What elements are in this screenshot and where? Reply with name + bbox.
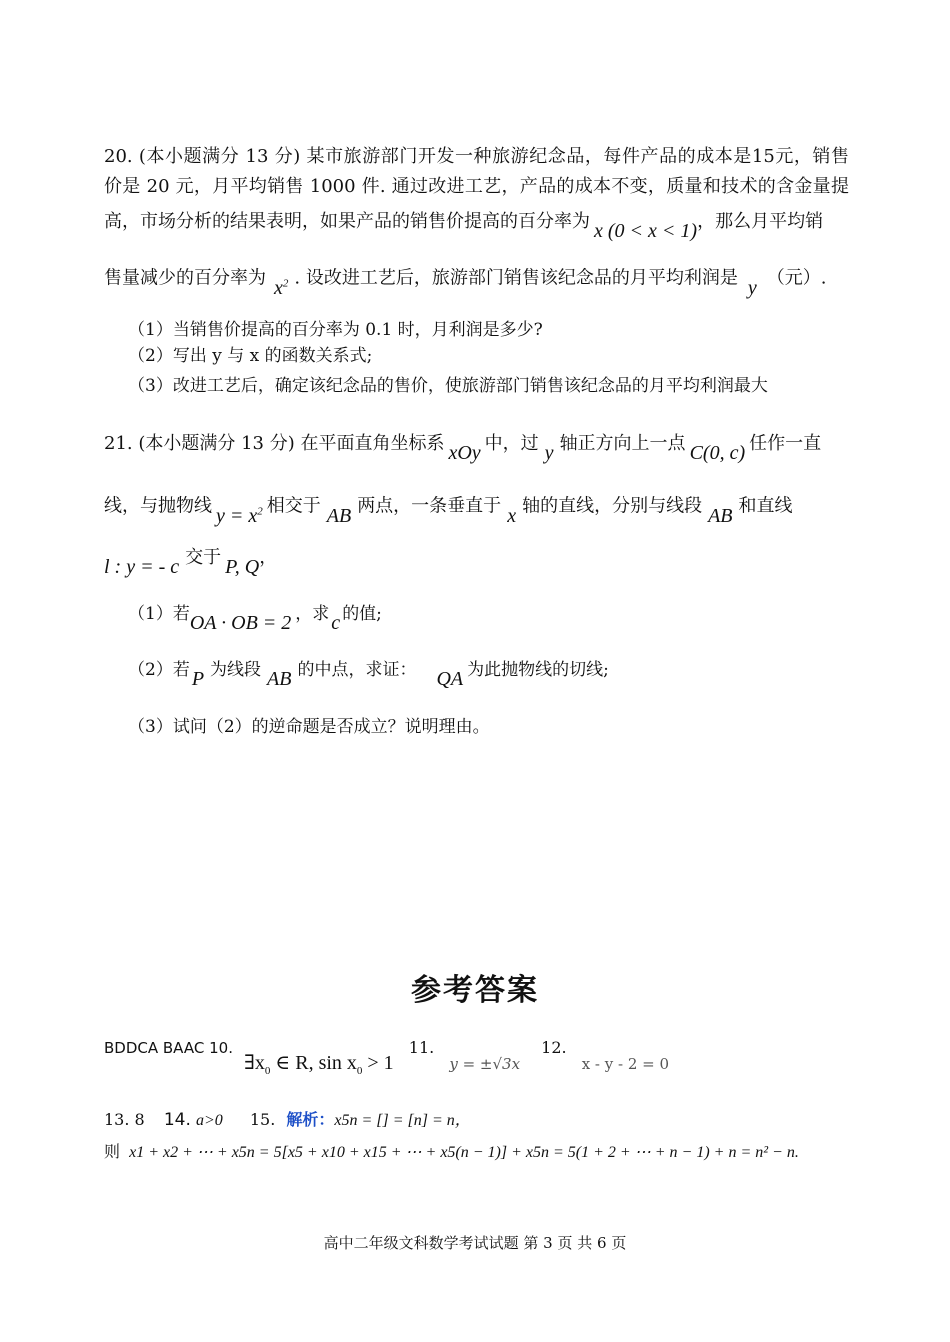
q21-p2-p: P — [191, 668, 205, 690]
q21-l2-a: 线，与抛物线 — [104, 495, 212, 517]
q21-l3-b: ， — [259, 547, 278, 568]
q20-line-3-tail: ，那么月平均销 — [697, 211, 824, 232]
q21-parabola-eq — [216, 505, 263, 527]
q21-p2-ab: AB — [267, 668, 292, 690]
page-footer: 高中二年级文科数学考试试题 第 3 页 共 6 页 — [323, 1234, 627, 1252]
answer-10-b: ∈ R, sin x — [270, 1052, 357, 1074]
q20-line-3-text: 高，市场分析的结果表明，如果产品的销售价提高的百分率为 — [104, 211, 590, 232]
answer-14-value: a>0 — [195, 1112, 223, 1129]
q21-y-axis: y — [544, 442, 554, 464]
answers-row-1 — [104, 1034, 670, 1077]
q21-p2-qa: QA — [436, 668, 464, 690]
q21-l2-e: 和直线 — [738, 495, 793, 517]
q21-l1-c: 轴正方向上一点 — [559, 433, 686, 454]
answer-11-value: y = ±√3x — [449, 1055, 521, 1073]
q20-line-1: 20. (本小题满分 13 分) 某市旅游部门开发一种旅游纪念品，每件产品的成本是15元，销售 — [104, 146, 849, 167]
q21-line-3 — [104, 546, 849, 578]
q21-ab-2: AB — [708, 504, 733, 527]
answer-14-label: 14. — [163, 1110, 191, 1130]
answer-10-a: ∃x — [244, 1052, 265, 1074]
q20-part-3: （3）改进工艺后，确定该纪念品的售价，使旅游部门销售该纪念品的月平均利润最大 — [128, 376, 768, 396]
q21-p2-c: 的中点，求证： — [297, 660, 417, 680]
q21-p1-b: ，求 — [295, 604, 330, 624]
q20-line-4-c: （元）. — [766, 267, 827, 289]
answer-15-label: 15. — [249, 1110, 276, 1129]
q20-line-3 — [104, 210, 849, 242]
q21-l2-d: 轴的直线，分别与线段 — [522, 495, 703, 517]
answers-row-2 — [104, 1107, 471, 1130]
q21-xoy: xOy — [448, 442, 481, 464]
q21-part-3: （3）试问（2）的逆命题是否成立？说明理由。 — [128, 717, 490, 737]
q21-l1-a: 21. (本小题满分 13 分) 在平面直角坐标系 — [104, 433, 445, 454]
q21-l1-b: 中，过 — [484, 433, 539, 454]
q21-part-2 — [128, 658, 609, 690]
q21-parabola-base: y = x — [216, 504, 258, 527]
q21-p2-b: 为线段 — [210, 660, 262, 680]
answer-10-c: > 1 — [362, 1052, 394, 1074]
q21-x-axis: x — [507, 504, 517, 527]
answer-12-label: 12. — [541, 1038, 567, 1057]
q21-line-l: l : y = - c — [104, 556, 180, 578]
answers-row-3 — [104, 1139, 799, 1162]
q21-p1-eq-text: OA · OB = 2 — [189, 612, 292, 634]
q20-part-1: （1）当销售价提高的百分率为 0.1 时，月利润是多少? — [128, 320, 543, 340]
q20-y-var: y — [747, 276, 757, 299]
q20-line-4-b: . 设改进工艺后，旅游部门销售该纪念品的月平均利润是 — [294, 267, 738, 289]
q21-parabola-exp: 2 — [257, 505, 263, 517]
answer-10 — [244, 1052, 394, 1077]
q21-line-1 — [104, 432, 849, 464]
q21-l1-d: 任作一直 — [749, 433, 822, 454]
answer-15-analysis-label: 解析： — [286, 1110, 335, 1129]
answer-13: 13. 8 — [104, 1110, 145, 1129]
q21-ab-1: AB — [326, 504, 352, 527]
q21-l2-b: 相交于 — [266, 495, 321, 517]
q20-part-2: （2）写出 y 与 x 的函数关系式; — [128, 346, 373, 366]
q20-line-2: 价是 20 元，月平均销售 1000 件. 通过改进工艺，产品的成本不变，质量和技术的含金量提 — [104, 176, 849, 197]
q21-l2-c: 两点，一条垂直于 — [357, 495, 502, 517]
q21-p1-d: 的值; — [342, 604, 382, 624]
q20-line-4 — [104, 262, 849, 299]
q21-part-1 — [128, 602, 382, 634]
q20-line-4-math — [274, 277, 288, 299]
q20-x-var: x — [274, 276, 283, 299]
q21-pq: P, Q — [225, 556, 260, 578]
q21-p1-c: c — [331, 612, 341, 634]
answer-10-sub2: 0 — [356, 1065, 363, 1077]
q21-p2-d: 为此抛物线的切线; — [467, 660, 609, 680]
answer-12-value: x - y - 2 = 0 — [581, 1055, 670, 1073]
q20-line-4-a: 售量减少的百分率为 — [104, 267, 266, 289]
q21-point-c: C(0, c) — [689, 442, 746, 464]
q20-line-3-math: x (0 < x < 1) — [594, 220, 698, 242]
q21-l3-a: 交于 — [185, 547, 222, 568]
answer-10-sub1: 0 — [264, 1065, 271, 1077]
q21-p2-a: （2）若 — [128, 660, 190, 680]
q20-x-exponent: 2 — [282, 277, 289, 289]
answer-15-sum: x1 + x2 + ⋯ + x5n = 5[x5 + x10 + x15 + ⋯ + x5(n − 1)] + x5n = 5(1 + 2 + ⋯ + n − 1) + n = n² − n. — [129, 1144, 799, 1161]
answers-mc: BDDCA BAAC 10. — [104, 1039, 233, 1057]
answer-15-eq: x5n = [] = [n] = n， — [334, 1112, 471, 1129]
answers-title: 参考答案 — [411, 973, 539, 1008]
q21-p1-a: （1）若 — [128, 604, 190, 624]
q21-line-2 — [104, 490, 849, 527]
answer-11-label: 11. — [408, 1038, 435, 1057]
q21-p1-eq — [190, 612, 291, 634]
answer-15-ze: 则 — [104, 1142, 121, 1161]
